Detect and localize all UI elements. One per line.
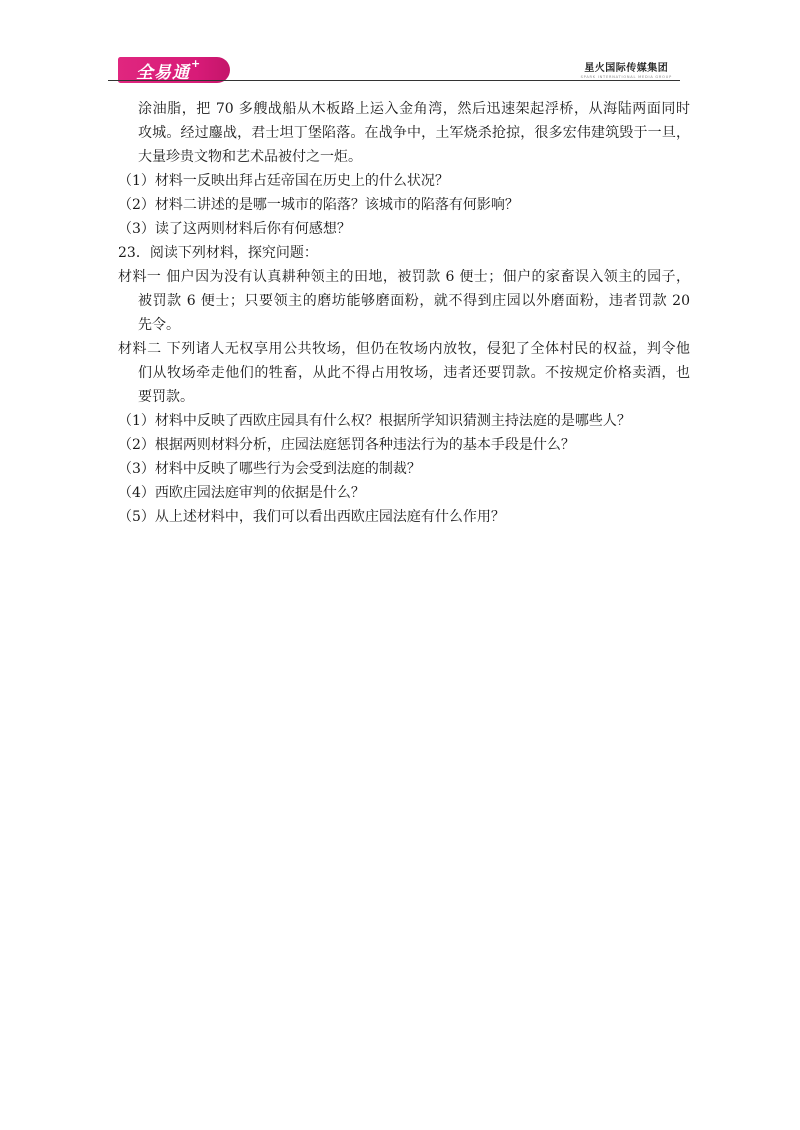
question-line: （4）西欧庄园法庭审判的依据是什么？ bbox=[118, 485, 365, 501]
page-header bbox=[118, 55, 680, 89]
company-block bbox=[581, 59, 672, 79]
material-line: 要罚款。 bbox=[138, 389, 194, 405]
document-body bbox=[118, 97, 690, 529]
logo-plus-mark: + bbox=[191, 56, 201, 70]
question-line: （3）读了这两则材料后你有何感想？ bbox=[118, 221, 351, 237]
question-line: （5）从上述材料中，我们可以看出西欧庄园法庭有什么作用？ bbox=[118, 509, 505, 525]
question-line: （1）材料一反映出拜占廷帝国在历史上的什么状况？ bbox=[118, 173, 449, 189]
material-line: 材料二 下列诸人无权享用公共牧场，但仍在牧场内放牧，侵犯了全体村民的权益，判令他 bbox=[118, 341, 690, 357]
question-line: （1）材料中反映了西欧庄园具有什么权？根据所学知识猜测主持法庭的是哪些人？ bbox=[118, 413, 631, 429]
material-line: 被罚款 6 便士；只要领主的磨坊能够磨面粉，就不得到庄园以外磨面粉，违者罚款 20 bbox=[138, 293, 690, 309]
material-line: 们从牧场牵走他们的牲畜，从此不得占用牧场，违者还要罚款。不按规定价格卖酒，也 bbox=[138, 365, 690, 381]
header-rule bbox=[108, 80, 680, 81]
text-line: 大量珍贵文物和艺术品被付之一炬。 bbox=[138, 149, 362, 165]
question-line: （2）根据两则材料分析，庄园法庭惩罚各种违法行为的基本手段是什么？ bbox=[118, 437, 575, 453]
question-line: （3）材料中反映了哪些行为会受到法庭的制裁？ bbox=[118, 461, 421, 477]
logo-text: 全易通 bbox=[136, 62, 190, 83]
material-line: 先令。 bbox=[138, 317, 180, 333]
company-name: 星火国际传媒集团 bbox=[584, 63, 669, 74]
company-name-en: SPARK INTERNATIONAL MEDIA GROUP bbox=[580, 75, 672, 79]
text-line: 攻城。经过鏖战，君士坦丁堡陷落。在战争中，土军烧杀抢掠，很多宏伟建筑毁于一旦， bbox=[138, 125, 690, 141]
question-line: （2）材料二讲述的是哪一城市的陷落？该城市的陷落有何影响？ bbox=[118, 197, 519, 213]
text-line: 涂油脂，把 70 多艘战船从木板路上运入金角湾，然后迅速架起浮桥，从海陆两面同时 bbox=[138, 101, 690, 117]
material-line: 材料一 佃户因为没有认真耕种领主的田地，被罚款 6 便士；佃户的家畜误入领主的园子， bbox=[118, 269, 690, 285]
question-heading: 23．阅读下列材料，探究问题： bbox=[118, 245, 318, 261]
